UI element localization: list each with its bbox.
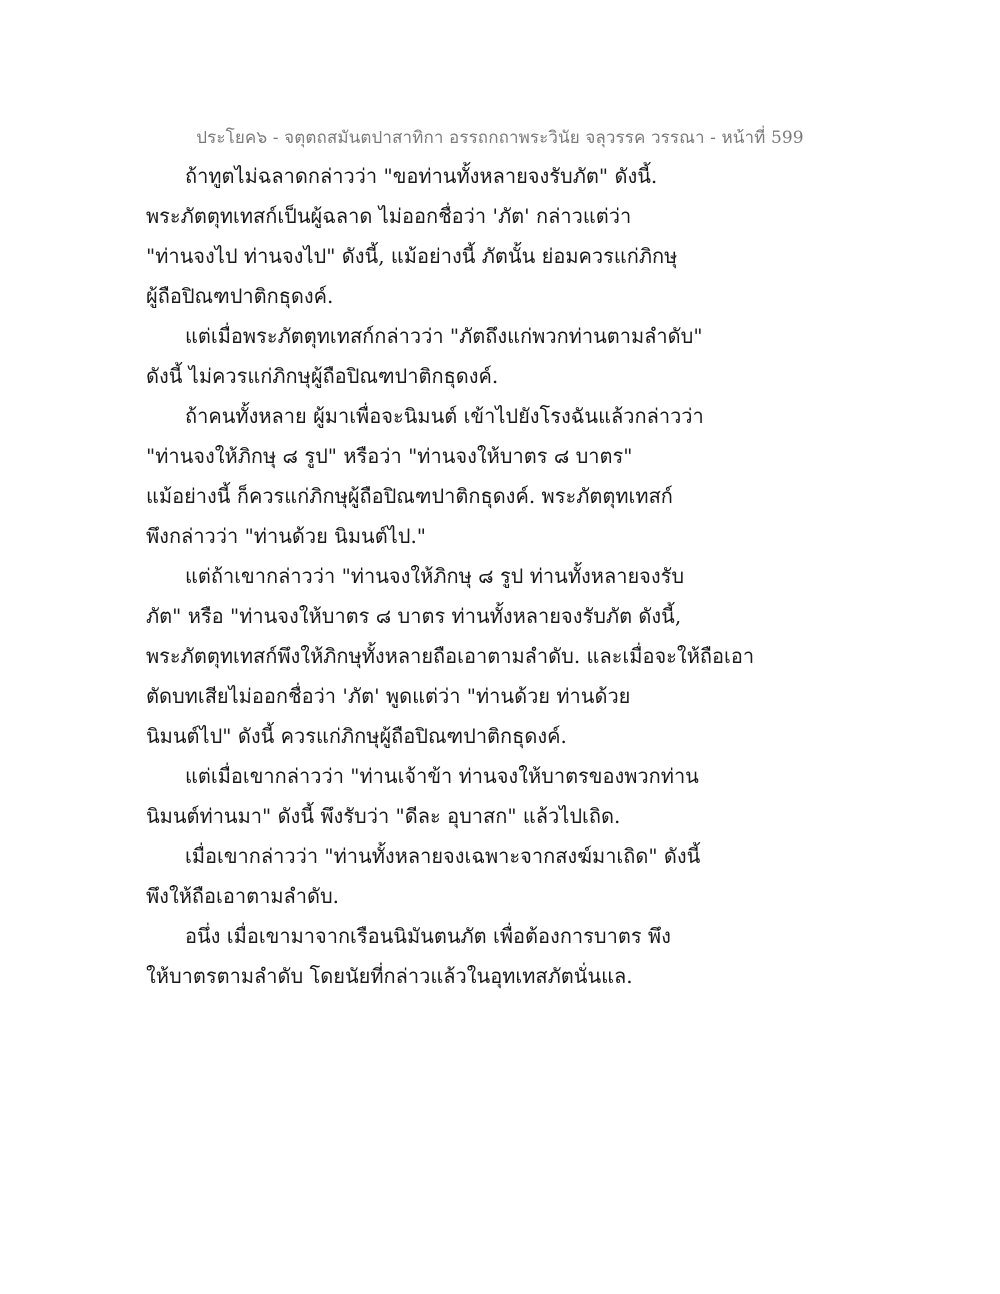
paragraph-line: "ท่านจงไป ท่านจงไป" ดังนี้, แม้อย่างนี้ ภัตนั้น ย่อมควรแก่ภิกษุ (146, 244, 678, 268)
paragraph-line: "ท่านจงให้ภิกษุ ๘ รูป" หรือว่า "ท่านจงให้บาตร ๘ บาตร" (146, 444, 633, 468)
paragraph-line: แม้อย่างนี้ ก็ควรแก่ภิกษุผู้ถือปิณฑปาติกธุดงค์. พระภัตตุทเทสก์ (146, 484, 673, 508)
paragraph-line: ตัดบทเสียไม่ออกชื่อว่า 'ภัต' พูดแต่ว่า "ท่านด้วย ท่านด้วย (146, 684, 631, 708)
paragraph-line: นิมนต์ท่านมา" ดังนี้ พึงรับว่า "ดีละ อุบาสก" แล้วไปเถิด. (146, 804, 621, 828)
paragraph-line: อนึ่ง เมื่อเขามาจากเรือนนิมันตนภัต เพื่อต้องการบาตร พึง (185, 924, 671, 948)
paragraph-line: ถ้าคนทั้งหลาย ผู้มาเพื่อจะนิมนต์ เข้าไปยังโรงฉันแล้วกล่าวว่า (185, 404, 704, 428)
paragraph-line: แต่เมื่อพระภัตตุทเทสก์กล่าวว่า "ภัตถึงแก่พวกท่านตามลำดับ" (185, 324, 703, 348)
paragraph-line: พระภัตตุทเทสก์เป็นผู้ฉลาด ไม่ออกชื่อว่า 'ภัต' กล่าวแต่ว่า (146, 204, 632, 228)
page-header: ประโยค๖ - จตุตถสมันตปาสาทิกา อรรถกถาพระวินัย จลุวรรค วรรณา - หน้าที่ 599 (196, 128, 804, 148)
paragraph-line: พึงให้ถือเอาตามลำดับ. (146, 884, 340, 908)
paragraph-line: เมื่อเขากล่าวว่า "ท่านทั้งหลายจงเฉพาะจากสงฆ์มาเถิด" ดังนี้ (185, 844, 701, 868)
body-text (146, 156, 755, 996)
paragraph-line: พระภัตตุทเทสก์พึงให้ภิกษุทั้งหลายถือเอาตามลำดับ. และเมื่อจะให้ถือเอา (146, 644, 755, 668)
paragraph-line: แต่ถ้าเขากล่าวว่า "ท่านจงให้ภิกษุ ๘ รูป ท่านทั้งหลายจงรับ (185, 564, 685, 588)
paragraph-line: ถ้าทูตไม่ฉลาดกล่าวว่า "ขอท่านทั้งหลายจงรับภัต" ดังนี้. (185, 164, 658, 188)
paragraph-line: ดังนี้ ไม่ควรแก่ภิกษุผู้ถือปิณฑปาติกธุดงค์. (146, 364, 499, 388)
paragraph-line: ให้บาตรตามลำดับ โดยนัยที่กล่าวแล้วในอุทเทสภัตนั่นแล. (146, 964, 633, 988)
paragraph-line: ผู้ถือปิณฑปาติกธุดงค์. (146, 284, 334, 308)
paragraph-line: นิมนต์ไป" ดังนี้ ควรแก่ภิกษุผู้ถือปิณฑปาติกธุดงค์. (146, 724, 567, 748)
paragraph-line: แต่เมื่อเขากล่าวว่า "ท่านเจ้าข้า ท่านจงให้บาตรของพวกท่าน (185, 764, 699, 788)
paragraph-line: ภัต" หรือ "ท่านจงให้บาตร ๘ บาตร ท่านทั้งหลายจงรับภัต ดังนี้, (146, 604, 682, 628)
paragraph-line: พึงกล่าวว่า "ท่านด้วย นิมนต์ไป." (146, 524, 426, 548)
